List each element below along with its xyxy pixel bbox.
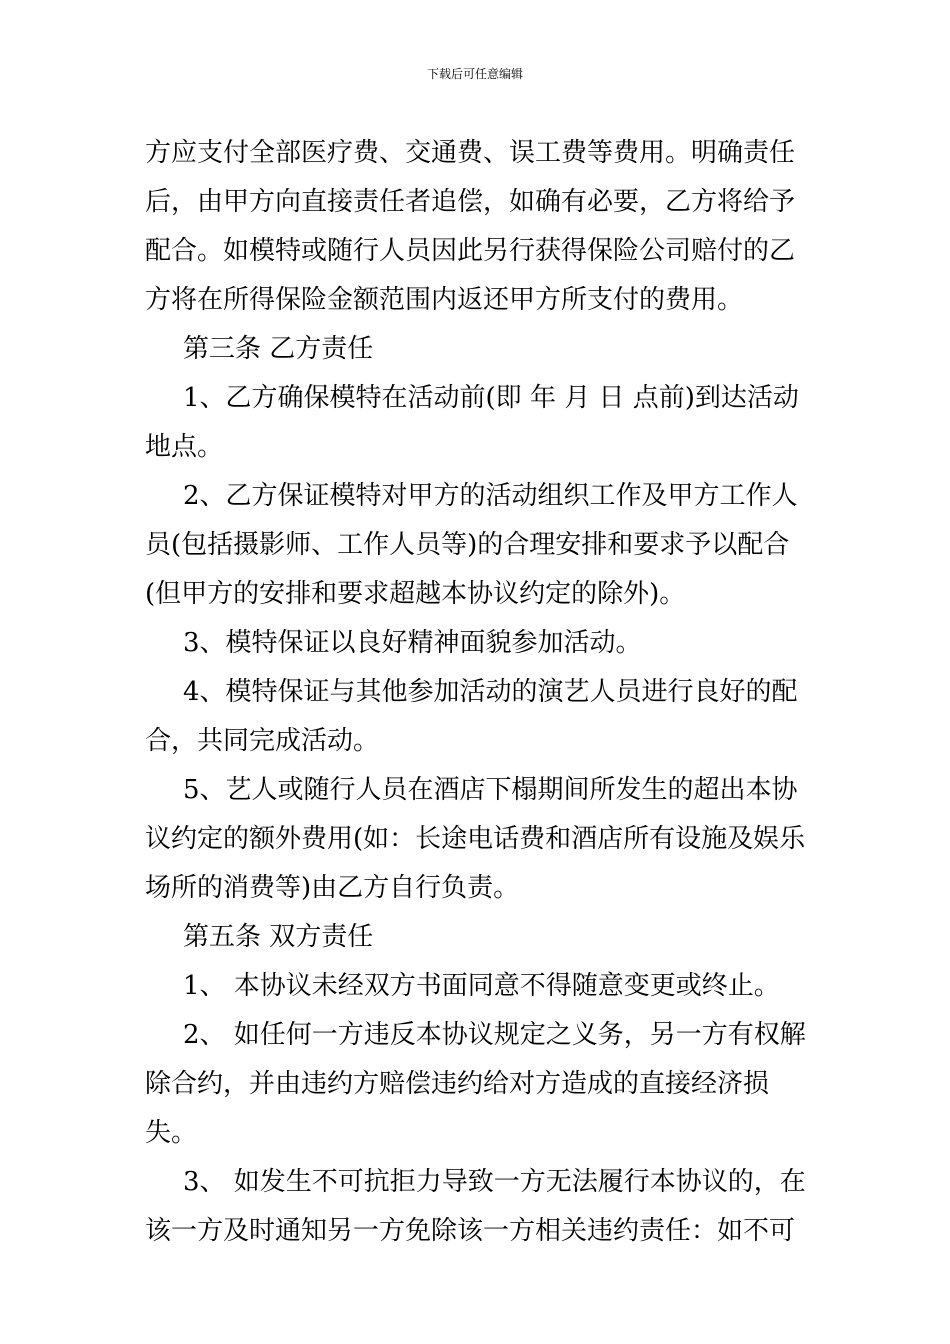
clause-3-3: 3、模特保证以良好精神面貌参加活动。 — [183, 628, 642, 658]
paragraph-continuation: 方应支付全部医疗费、交通费、误工费等费用。明确责任后，由甲方向直接责任者追偿，如确有必要，乙方将给予配合。如模特或随行人员因此另行获得保险公司赔付的乙方将在所得保险金额范围内返还甲方所支付的费用。 — [145, 138, 796, 315]
clause-3-2: 2、乙方保证模特对甲方的活动组织工作及甲方工作人员(包括摄影师、工作人员等)的合理安排和要求予以配合(但甲方的安排和要求超越本协议约定的除外)。 — [145, 481, 798, 609]
page-header: 下载后可任意编辑 — [426, 67, 523, 81]
document-body — [145, 129, 810, 1256]
clause-5-3: 3、 如发生不可抗拒力导致一方无法履行本协议的，在该一方及时通知另一方免除该一方相关违约责任：如不可 — [145, 1167, 806, 1246]
clause-5-1: 1、 本协议未经双方书面同意不得随意变更或终止。 — [183, 971, 780, 1001]
section-heading-article-5: 第五条 双方责任 — [183, 922, 374, 952]
section-heading-article-3: 第三条 乙方责任 — [183, 334, 374, 364]
clause-3-1: 1、乙方确保模特在活动前(即 年 月 日 点前)到达活动地点。 — [145, 383, 799, 462]
clause-3-5: 5、艺人或随行人员在酒店下榻期间所发生的超出本协议约定的额外费用(如：长途电话费和酒店所有设施及娱乐场所的消费等)由乙方自行负责。 — [145, 775, 806, 903]
clause-3-4: 4、模特保证与其他参加活动的演艺人员进行良好的配合，共同完成活动。 — [145, 677, 798, 756]
clause-5-2: 2、 如任何一方违反本协议规定之义务，另一方有权解除合约，并由违约方赔偿违约给对方造成的直接经济损失。 — [145, 1020, 806, 1148]
